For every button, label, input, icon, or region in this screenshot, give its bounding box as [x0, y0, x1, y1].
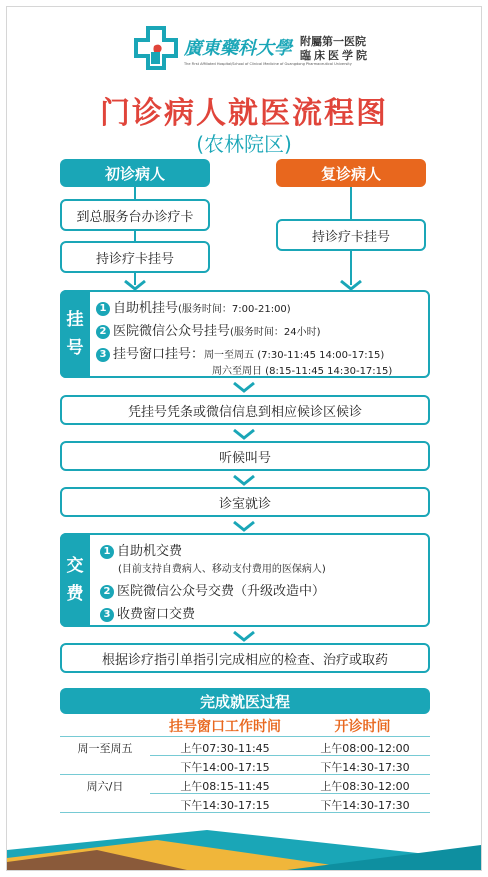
number-badge: 2: [100, 585, 114, 599]
hospital-cross-logo-icon: [132, 24, 180, 72]
registration-weekend-hours: 周六至周日 (8:15-11:45 14:30-17:15): [212, 366, 393, 377]
payment-item-text: 医院微信公众号交费（升级改造中）: [117, 584, 326, 599]
registration-item-note: (服务时间：7:00-21:00): [178, 304, 291, 315]
payment-side-char-1: 交: [66, 556, 84, 576]
number-badge: 3: [96, 348, 110, 362]
chevron-down-icon: [232, 520, 256, 532]
table-cell-reg: 上午07:30-11:45: [180, 742, 270, 755]
step-final: 根据诊疗指引单指引完成相应的检查、治疗或取药: [60, 643, 430, 673]
payment-item-window: [100, 603, 195, 622]
connector-line: [134, 187, 136, 199]
first-visit-step-register: 持诊疗卡挂号: [60, 241, 210, 273]
return-visit-step-register: 持诊疗卡挂号: [276, 219, 426, 251]
registration-item-text: 挂号窗口挂号：: [113, 347, 205, 362]
page-subtitle: (农林院区): [196, 132, 292, 156]
step-consult: 诊室就诊: [60, 487, 430, 517]
table-cell-reg: 下午14:30-17:15: [180, 799, 270, 812]
registration-item-note: (服务时间：24小时): [230, 327, 321, 338]
chevron-down-icon: [232, 381, 256, 393]
registration-side-char-1: 挂: [66, 310, 84, 330]
step-wait-call: 听候叫号: [60, 441, 430, 471]
first-visit-header: 初诊病人: [60, 159, 210, 187]
registration-item-text: 自助机挂号: [113, 301, 179, 316]
registration-item-text: 医院微信公众号挂号: [113, 324, 231, 339]
number-badge: 2: [96, 325, 110, 339]
number-badge: 1: [96, 302, 110, 316]
registration-item-self-service: [96, 297, 291, 316]
table-cell-open: 上午08:00-12:00: [320, 742, 410, 755]
table-divider: [60, 736, 430, 737]
page-title: 门诊病人就医流程图: [100, 96, 388, 131]
number-badge: 1: [100, 545, 114, 559]
table-cell-open: 下午14:30-17:30: [320, 799, 410, 812]
connector-line: [134, 231, 136, 241]
registration-item-window: [96, 343, 384, 362]
number-badge: 3: [100, 608, 114, 622]
return-visit-header: 复诊病人: [276, 159, 426, 187]
registration-side-char-2: 号: [66, 338, 84, 358]
registration-side-label: [60, 290, 90, 378]
table-cell-reg: 上午08:15-11:45: [180, 780, 270, 793]
table-cell-day: 周六/日: [86, 780, 124, 793]
registration-item-note: 周一至周五 (7:30-11:45 14:00-17:15): [204, 350, 385, 361]
payment-item-text: 自助机交费: [117, 544, 183, 559]
table-cell-day: 周一至周五: [77, 742, 133, 755]
payment-item-note: (目前支持自费病人、移动支付费用的医保病人): [118, 564, 326, 575]
complete-banner: 完成就医过程: [60, 688, 430, 714]
logo-affiliation-1: 附屬第一医院: [300, 35, 366, 48]
logo-name-cn: 廣東藥科大學: [184, 38, 292, 59]
table-cell-open: 上午08:30-12:00: [320, 780, 410, 793]
connector-line: [350, 187, 352, 219]
decorative-bottom-stripes: [7, 810, 481, 870]
payment-item-text: 收费窗口交费: [117, 607, 196, 622]
payment-side-char-2: 费: [66, 584, 84, 604]
chevron-down-icon: [232, 474, 256, 486]
payment-side-label: [60, 533, 90, 627]
table-header-open: 开诊时间: [334, 719, 391, 735]
first-visit-step-card: 到总服务台办诊疗卡: [60, 199, 210, 231]
table-header-registration: 挂号窗口工作时间: [169, 719, 281, 735]
table-cell-reg: 下午14:00-17:15: [180, 761, 270, 774]
table-cell-open: 下午14:30-17:30: [320, 761, 410, 774]
chevron-down-icon: [232, 630, 256, 642]
step-wait-area: 凭挂号凭条或微信信息到相应候诊区候诊: [60, 395, 430, 425]
registration-item-wechat: [96, 320, 321, 339]
chevron-down-icon: [232, 428, 256, 440]
logo-affiliation-2: 臨床医学院: [300, 49, 370, 62]
payment-item-self-service: [100, 540, 182, 559]
logo-english: The First Affiliated Hospital/School of Clinical Medicine of Guangdong Pharmaceutical University: [184, 62, 352, 66]
payment-item-wechat: [100, 580, 325, 599]
